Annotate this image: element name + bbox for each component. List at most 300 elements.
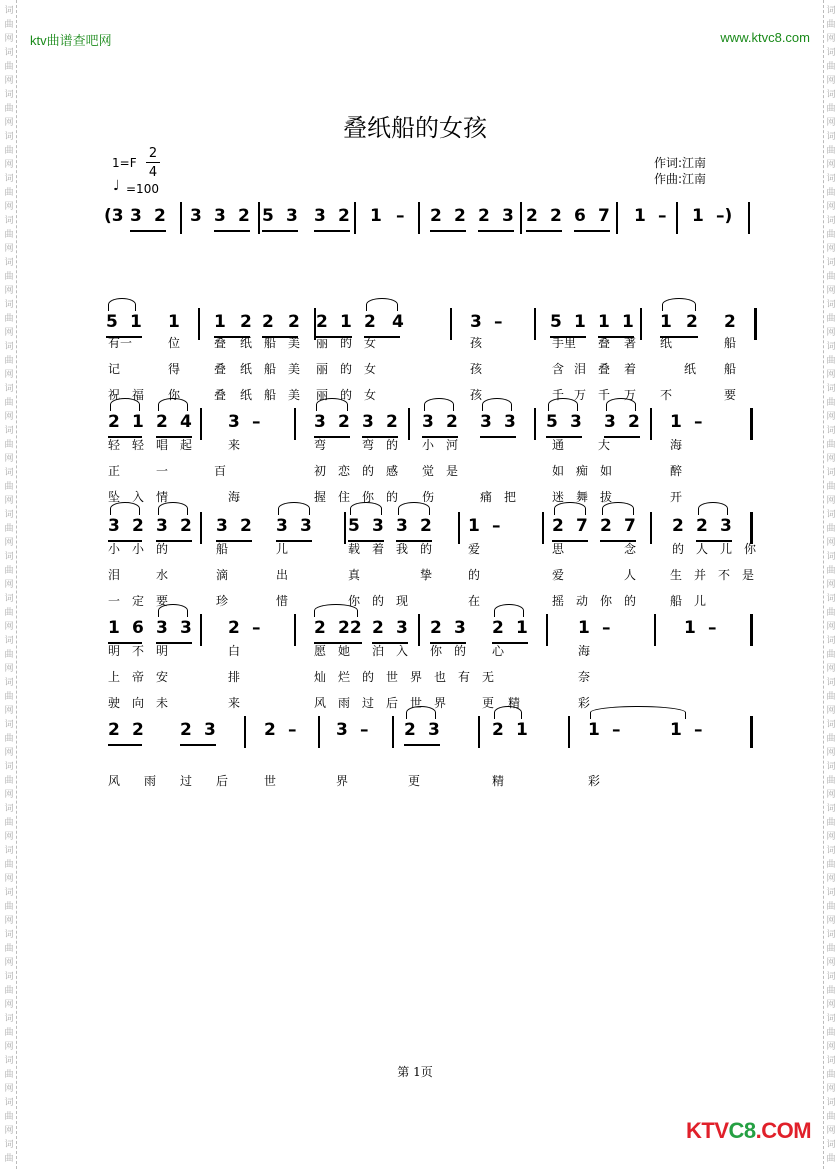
right-watermark-strip [823,0,838,1169]
watermark-char: 曲 [826,650,836,660]
lyric-syllable: 界 [434,696,447,710]
lyric-syllable: 正 [108,464,121,478]
watermark-char: 网 [826,202,836,212]
lyric-syllable: 小 [422,438,435,452]
watermark-char: 曲 [826,734,836,744]
note: 2 [240,312,252,332]
lyric-line [104,386,744,404]
note: 5 [546,412,558,432]
note: – [694,720,703,740]
time-sig-top: 2 [148,146,158,161]
watermark-char: 曲 [4,650,14,660]
note: 3 [428,720,440,740]
note: 3 [502,206,514,226]
note: 1 [622,312,634,332]
watermark-char: 网 [4,328,14,338]
watermark-char: 词 [4,90,14,100]
note: 2 [454,206,466,226]
note: 1 [168,312,180,332]
note: 2 [552,516,564,536]
lyric-syllable: 叠 [214,336,227,350]
watermark-char: 词 [826,132,836,142]
final-barline [754,308,757,340]
watermark-char: 网 [4,832,14,842]
note: 2 [430,618,442,638]
lyric-syllable: 着 [372,542,385,556]
watermark-char: 曲 [4,398,14,408]
quarter-note-icon: ♩ [113,178,120,194]
lyric-line [104,668,744,686]
note: (3 [104,206,124,226]
watermark-char: 词 [4,300,14,310]
note: 2 [154,206,166,226]
lyric-syllable: 爱 [552,568,565,582]
watermark-char: 网 [4,874,14,884]
notation-staff-6 [104,716,754,756]
note: 2 [180,516,192,536]
song-title: 叠纸船的女孩 [343,114,487,142]
lyric-line [104,334,744,352]
note: – [288,720,297,740]
lyric-syllable: 纸 [684,362,697,376]
watermark-char: 曲 [4,1112,14,1122]
note: 22 [338,618,362,638]
watermark-char: 网 [826,664,836,674]
note: 3 [422,412,434,432]
note: 1 [588,720,600,740]
watermark-char: 词 [4,678,14,688]
note: 3 [190,206,202,226]
barline [748,202,750,234]
watermark-char: 网 [826,832,836,842]
beam-underline [430,230,466,232]
lyric-syllable: 福 [132,388,145,402]
final-barline [750,716,753,748]
lyric-syllable: 的 [386,490,399,504]
lyric-syllable: 烂 [338,670,351,684]
lyric-syllable: 明 [156,644,169,658]
lyric-syllable: 你 [744,542,757,556]
note: 3 [504,412,516,432]
lyric-syllable: 孩 [470,388,483,402]
watermark-char: 曲 [4,692,14,702]
lyric-syllable: 的 [420,542,433,556]
note: 2 [386,412,398,432]
watermark-char: 曲 [826,902,836,912]
lyric-syllable: 迷 [552,490,565,504]
lyric-syllable: 明 [108,644,121,658]
watermark-char: 词 [826,972,836,982]
lyric-syllable: 动 [576,594,589,608]
note: – [252,412,261,432]
watermark-char: 曲 [826,1070,836,1080]
note: 3 [720,516,732,536]
lyric-syllable: 雨 [338,696,351,710]
lyric-syllable: 万 [574,388,587,402]
note: 2 [724,312,736,332]
beam-underline [404,744,440,746]
watermark-char: 曲 [826,20,836,30]
watermark-char: 网 [4,118,14,128]
note: 3 [454,618,466,638]
watermark-char: 网 [4,454,14,464]
barline [568,716,570,748]
lyric-syllable: 人 [696,542,709,556]
lyric-syllable: 更 [482,696,495,710]
note: –) [716,206,733,226]
lyric-syllable: 的 [362,464,375,478]
final-barline [750,408,753,440]
watermark-char: 词 [4,1098,14,1108]
note: 2 [372,618,384,638]
lyric-syllable: 心 [492,644,505,658]
note: 4 [392,312,404,332]
watermark-char: 曲 [4,20,14,30]
beam-underline [108,744,142,746]
lyric-syllable: 万 [624,388,637,402]
note: 2 [338,206,350,226]
note: 3 [396,516,408,536]
lyric-syllable: 一 [108,594,121,608]
watermark-char: 曲 [826,482,836,492]
lyric-syllable: 轻 [108,438,121,452]
watermark-char: 词 [826,342,836,352]
watermark-char: 曲 [4,986,14,996]
watermark-char: 网 [826,160,836,170]
watermark-char: 词 [4,930,14,940]
lyric-line [104,436,744,454]
barline [392,716,394,748]
lyric-syllable: 在 [468,594,481,608]
lyric-syllable: 百 [214,464,227,478]
watermark-char: 网 [4,412,14,422]
note: 2 [180,720,192,740]
watermark-char: 词 [4,552,14,562]
note: 1 [130,312,142,332]
lyric-syllable: 美 [288,388,301,402]
lyric-syllable: 不 [132,644,145,658]
lyric-syllable: 泪 [574,362,587,376]
note: 2 [314,618,326,638]
watermark-char: 网 [4,748,14,758]
lyric-syllable: 美 [288,362,301,376]
lyric-syllable: 你 [600,594,613,608]
beam-underline [574,230,610,232]
watermark-char: 曲 [826,1154,836,1164]
beam-underline [314,230,350,232]
note: 1 [214,312,226,332]
lyric-syllable: 美 [288,336,301,350]
watermark-char: 词 [4,888,14,898]
note: 3 [156,516,168,536]
watermark-char: 词 [4,1014,14,1024]
watermark-char: 词 [826,1140,836,1150]
barline [244,716,246,748]
note: 2 [132,720,144,740]
watermark-char: 网 [4,706,14,716]
watermark-char: 网 [826,244,836,254]
lyric-syllable: 思 [552,542,565,556]
lyric-syllable: 现 [396,594,409,608]
watermark-char: 网 [826,958,836,968]
barline [616,202,618,234]
lyric-syllable: 界 [336,774,349,788]
note: 2 [478,206,490,226]
note: 2 [526,206,538,226]
lyric-syllable: 无 [482,670,495,684]
lyric-syllable: 她 [338,644,351,658]
lyric-syllable: 痛 [480,490,493,504]
beam-underline [262,230,298,232]
watermark-char: 网 [826,370,836,380]
lyric-syllable: 船 [216,542,229,556]
watermark-char: 曲 [4,440,14,450]
watermark-char: 曲 [4,1070,14,1080]
watermark-char: 曲 [826,104,836,114]
lyric-syllable: 起 [180,438,193,452]
lyric-syllable: 念 [624,542,637,556]
watermark-char: 曲 [826,608,836,618]
note: 1 [468,516,480,536]
lyric-syllable: 住 [338,490,351,504]
lyric-syllable: 海 [670,438,683,452]
note: 1 [340,312,352,332]
lyric-syllable: 也 [434,670,447,684]
note: 5 [348,516,360,536]
note: 3 [108,516,120,536]
watermark-char: 网 [826,412,836,422]
watermark-char: 网 [826,1042,836,1052]
watermark-char: 曲 [4,818,14,828]
left-watermark-strip [2,0,17,1169]
watermark-char: 曲 [826,314,836,324]
watermark-char: 曲 [4,482,14,492]
barline [478,716,480,748]
lyric-syllable: 感 [386,464,399,478]
lyric-syllable: 的 [362,670,375,684]
watermark-char: 词 [826,1056,836,1066]
lyric-syllable: 我 [396,542,409,556]
lyric-syllable: 觉 [422,464,435,478]
watermark-char: 网 [4,496,14,506]
lyric-line [104,540,757,558]
lyric-syllable: 丽 [316,388,329,402]
lyric-syllable: 河 [446,438,459,452]
lyric-syllable: 过 [180,774,193,788]
lyric-line [104,694,744,712]
lyric-syllable: 生 [670,568,683,582]
note: 5 [106,312,118,332]
note: 2 [228,618,240,638]
watermark-char: 曲 [826,692,836,702]
time-sig-bottom: 4 [148,165,158,180]
watermark-char: 曲 [826,944,836,954]
note: 1 [108,618,120,638]
lyric-syllable: 精 [508,696,521,710]
lyric-syllable: 精 [492,774,505,788]
tempo: =100 [126,182,159,196]
lyric-syllable: 初 [314,464,327,478]
note: 3 [336,720,348,740]
lyric-line [104,488,744,506]
note: 3 [130,206,142,226]
lyric-syllable: 的 [340,388,353,402]
watermark-char: 网 [4,916,14,926]
lyric-syllable: 含 [552,362,565,376]
lyric-syllable: 女 [364,336,377,350]
watermark-char: 网 [4,160,14,170]
lyric-syllable: 的 [156,542,169,556]
watermark-char: 曲 [4,944,14,954]
lyric-syllable: 世 [386,670,399,684]
lyric-line [104,772,744,790]
lyric-line [104,592,744,610]
note: 3 [286,206,298,226]
note: 2 [132,516,144,536]
watermark-char: 词 [4,6,14,16]
lyric-syllable: 通 [552,438,565,452]
note: 3 [362,412,374,432]
watermark-char: 曲 [826,776,836,786]
note: – [360,720,369,740]
note: 2 [108,720,120,740]
lyric-syllable: 有 [458,670,471,684]
lyric-syllable: 纸 [660,336,673,350]
watermark-char: 词 [826,90,836,100]
lyric-syllable: 纸 [240,362,253,376]
watermark-char: 网 [4,1042,14,1052]
watermark-char: 曲 [4,902,14,912]
lyric-syllable: 情 [156,490,169,504]
watermark-char: 词 [826,594,836,604]
note: 1 [132,412,144,432]
note: 3 [228,412,240,432]
note: – [612,720,621,740]
lyric-syllable: 的 [340,336,353,350]
note: 3 [300,516,312,536]
lyric-syllable: 彩 [588,774,601,788]
note: 3 [156,618,168,638]
lyric-syllable: 泊 [372,644,385,658]
lyric-syllable: 不 [660,388,673,402]
lyric-syllable: 醉 [670,464,683,478]
watermark-char: 词 [826,762,836,772]
lyric-syllable: 把 [504,490,517,504]
note: – [252,618,261,638]
lyric-syllable: 船 [670,594,683,608]
lyric-syllable: 着 [624,362,637,376]
lyric-syllable: 孩 [470,362,483,376]
barline [180,202,182,234]
lyric-syllable: 载 [348,542,361,556]
lyric-syllable: 的 [386,438,399,452]
lyric-syllable: 驶 [108,696,121,710]
lyric-syllable: 著 [624,336,637,350]
barline [418,202,420,234]
note: 3 [480,412,492,432]
note: 2 [430,206,442,226]
lyric-syllable: 儿 [720,542,733,556]
watermark-char: 词 [4,846,14,856]
watermark-char: 词 [4,636,14,646]
note: 2 [600,516,612,536]
watermark-char: 词 [826,678,836,688]
lyric-syllable: 要 [156,594,169,608]
watermark-char: 网 [4,76,14,86]
lyric-syllable: 拔 [600,490,613,504]
lyric-syllable: 记 [108,362,121,376]
watermark-char: 网 [826,286,836,296]
watermark-char: 曲 [826,188,836,198]
note: 3 [180,618,192,638]
note: 2 [108,412,120,432]
lyric-syllable: 女 [364,362,377,376]
watermark-char: 网 [826,496,836,506]
lyric-syllable: 一 [156,464,169,478]
lyric-syllable: 安 [156,670,169,684]
lyric-syllable: 的 [624,594,637,608]
lyric-syllable: 伤 [422,490,435,504]
watermark-char: 曲 [4,272,14,282]
watermark-char: 词 [826,174,836,184]
watermark-char: 网 [826,328,836,338]
watermark-char: 词 [826,552,836,562]
lyric-syllable: 不 [718,568,731,582]
lyric-syllable: 位 [168,336,181,350]
beam-underline [214,230,250,232]
note: 5 [550,312,562,332]
note: 1 [684,618,696,638]
note: 1 [574,312,586,332]
lyric-syllable: 风 [108,774,121,788]
watermark-char: 词 [4,258,14,268]
watermark-char: 词 [4,1140,14,1150]
note: 2 [420,516,432,536]
lyric-syllable: 唱 [156,438,169,452]
watermark-char: 曲 [4,104,14,114]
site-url[interactable]: www.ktvc8.com [720,30,810,45]
lyric-syllable: 愿 [314,644,327,658]
watermark-char: 曲 [826,146,836,156]
lyric-syllable: 叠 [214,388,227,402]
lyric-syllable: 你 [362,490,375,504]
watermark-char: 曲 [826,440,836,450]
site-name[interactable]: ktv曲谱查吧网 [30,33,112,48]
watermark-char: 词 [826,384,836,394]
lyric-syllable: 大 [598,438,611,452]
note: 6 [132,618,144,638]
lyric-syllable: 界 [410,670,423,684]
note: 6 [574,206,586,226]
watermark-char: 曲 [826,230,836,240]
lyric-syllable: 祝 [108,388,121,402]
note: 4 [180,412,192,432]
note: 2 [492,618,504,638]
notation-staff-1 [104,202,754,242]
watermark-char: 词 [4,384,14,394]
note: 1 [660,312,672,332]
note: 1 [692,206,704,226]
watermark-char: 词 [826,48,836,58]
lyric-syllable: 珍 [216,594,229,608]
watermark-char: 词 [4,1056,14,1066]
lyric-syllable: 并 [694,568,707,582]
lyric-syllable: 船 [264,362,277,376]
lyric-syllable: 叠 [598,362,611,376]
watermark-char: 网 [4,370,14,380]
watermark-char: 词 [826,804,836,814]
watermark-char: 词 [4,132,14,142]
